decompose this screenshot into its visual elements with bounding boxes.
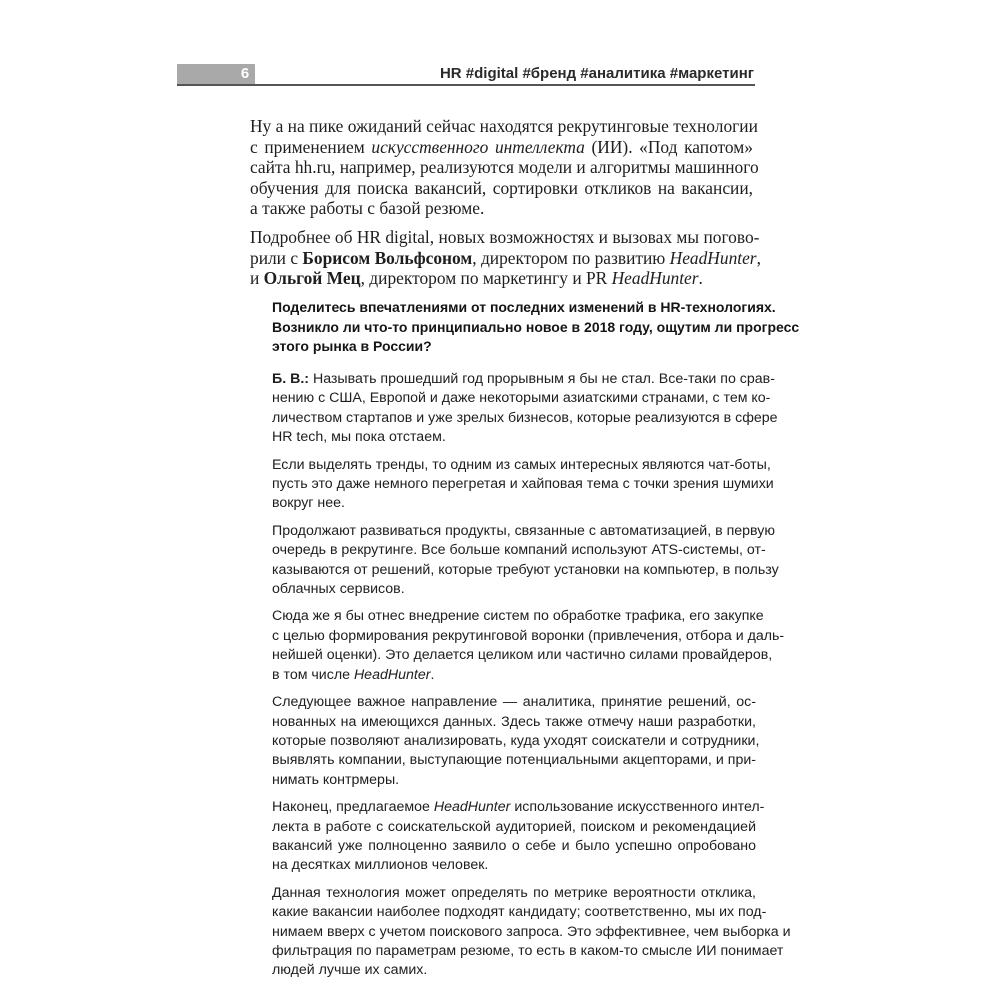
text-line: HR tech, мы пока отстаем. xyxy=(272,429,446,446)
text-line: Следующее важное направление — аналитика, принятие решений, ос- xyxy=(272,694,756,711)
text-line: людей лучше их самих. xyxy=(272,962,428,979)
text-line: сайта hh.ru, например, реализуются модели и алгоритмы машинного xyxy=(250,157,759,178)
text-span: . xyxy=(430,666,435,683)
text-line: на десятках миллионов человек. xyxy=(272,857,489,874)
text-line: а также работы с базой резюме. xyxy=(250,198,485,219)
intro-paragraph-1 xyxy=(250,116,759,219)
text-line: выявлять компании, выступающие потенциальными акцепторами, и при- xyxy=(272,752,756,769)
text-line: нейшей оценки). Это делается целиком или частично силами провайдеров, xyxy=(272,647,773,664)
text-line: вокруг нее. xyxy=(272,495,345,512)
interview-question xyxy=(272,298,800,357)
text-line: Если выделять тренды, то одним из самых интересных являются чат-боты, xyxy=(272,456,771,473)
text-line: вакансий уже полноценно заявило о себе и было успешно опробовано xyxy=(272,837,756,854)
text-line: Сюда же я бы отнес внедрение систем по обработке трафика, его закупке xyxy=(272,608,764,625)
text-line xyxy=(272,798,765,817)
text-line: какие вакансии наиболее подходят кандидату; соответственно, мы их под- xyxy=(272,904,767,921)
text-span: в том числе xyxy=(272,666,354,683)
text-span: с применением xyxy=(250,136,372,157)
text-line: очередь в рекрутинге. Все больше компаний используют ATS-системы, от- xyxy=(272,542,766,559)
text-line: облачных сервисов. xyxy=(272,581,405,598)
answer-paragraph-7 xyxy=(272,884,791,981)
question-line: Поделитесь впечатлениями от последних изменений в HR-технологиях. xyxy=(272,299,776,315)
text-span: . xyxy=(698,268,703,289)
interview-answer xyxy=(272,370,791,989)
text-line: Продолжают развиваться продукты, связанные с автоматизацией, в первую xyxy=(272,522,776,539)
italic-term: искусственного интеллекта xyxy=(371,136,585,157)
company-name: HeadHunter xyxy=(669,247,757,268)
text-line: Данная технология может определять по метрике вероятности отклика, xyxy=(272,884,756,901)
person-name: Борисом Вольфсоном xyxy=(302,247,473,268)
text-line: пусть это даже немного перегретая и хайповая тема с точки зрения шумихи xyxy=(272,476,774,493)
company-name: HeadHunter xyxy=(611,268,699,289)
text-line: личеством стартапов и уже зрелых бизнесов, которые реализуются в сфере xyxy=(272,409,778,426)
text-span: , директором по маркетингу и PR xyxy=(360,268,612,289)
text-line xyxy=(250,247,761,269)
answer-paragraph-2 xyxy=(272,456,774,514)
text-span: , директором по развитию xyxy=(472,247,670,268)
text-line xyxy=(272,666,756,685)
text-line: обучения для поиска вакансий, сортировки откликов на вакансии, xyxy=(250,177,753,198)
answer-paragraph-3 xyxy=(272,522,779,600)
text-line: нимаем вверх с учетом поискового запроса. Это эффективнее, чем выборка и xyxy=(272,923,791,940)
answer-paragraph-1 xyxy=(272,370,778,448)
text-line: лекта в работе с соискательской аудиторией, поиском и рекомендацией xyxy=(272,818,756,835)
person-name: Ольгой Мец xyxy=(263,268,361,289)
text-span: (ИИ). «Под капотом» xyxy=(584,136,753,157)
text-span: использование искусственного интел- xyxy=(510,799,765,816)
text-line: которые позволяют анализировать, куда уходят соискатели и сотрудники, xyxy=(272,732,760,749)
text-line: фильтрация по параметрам резюме, то есть в каком-то смысле ИИ понимает xyxy=(272,942,784,959)
text-line xyxy=(272,370,775,389)
text-span: , xyxy=(756,247,761,268)
text-line: Подробнее об HR digital, новых возможностях и вызовах мы погово- xyxy=(250,226,760,247)
speaker-label: Б. В.: xyxy=(272,371,309,387)
text-line xyxy=(250,268,753,289)
page-number: 6 xyxy=(240,65,250,82)
answer-paragraph-4 xyxy=(272,607,785,685)
text-line: нованных на имеющихся данных. Здесь также отмечу наши разработки, xyxy=(272,713,756,730)
header-rule xyxy=(177,84,755,86)
intro-text xyxy=(250,116,761,297)
question-line: этого рынка в России? xyxy=(272,338,432,354)
running-head: HR #digital #бренд #аналитика #маркетинг xyxy=(439,65,754,82)
company-name: HeadHunter xyxy=(353,666,431,683)
intro-paragraph-2 xyxy=(250,226,761,289)
answer-paragraph-5 xyxy=(272,693,760,790)
question-line: Возникло ли что-то принципиально новое в 2018 году, ощутим ли прогресс xyxy=(272,318,800,335)
text-line: Ну а на пике ожиданий сейчас находятся рекрутинговые технологии xyxy=(250,116,758,136)
answer-paragraph-6 xyxy=(272,798,765,876)
company-name: HeadHunter xyxy=(433,799,511,816)
text-line: нимать контрмеры. xyxy=(272,771,400,788)
text-line: нению с США, Европой и даже некоторыми азиатскими странами, с тем ко- xyxy=(272,390,771,407)
text-line: казываются от решений, которые требуют установки на компьютер, в пользу xyxy=(272,561,779,578)
text-span: Называть прошедший год прорывным я бы не стал. Все-таки по срав- xyxy=(309,371,775,387)
text-span: и xyxy=(250,268,264,289)
text-line: с целью формирования рекрутинговой воронки (привлечения, отбора и даль- xyxy=(272,627,785,644)
text-span: рили с xyxy=(250,247,303,268)
text-span: Наконец, предлагаемое xyxy=(272,799,434,816)
text-line xyxy=(250,137,753,158)
